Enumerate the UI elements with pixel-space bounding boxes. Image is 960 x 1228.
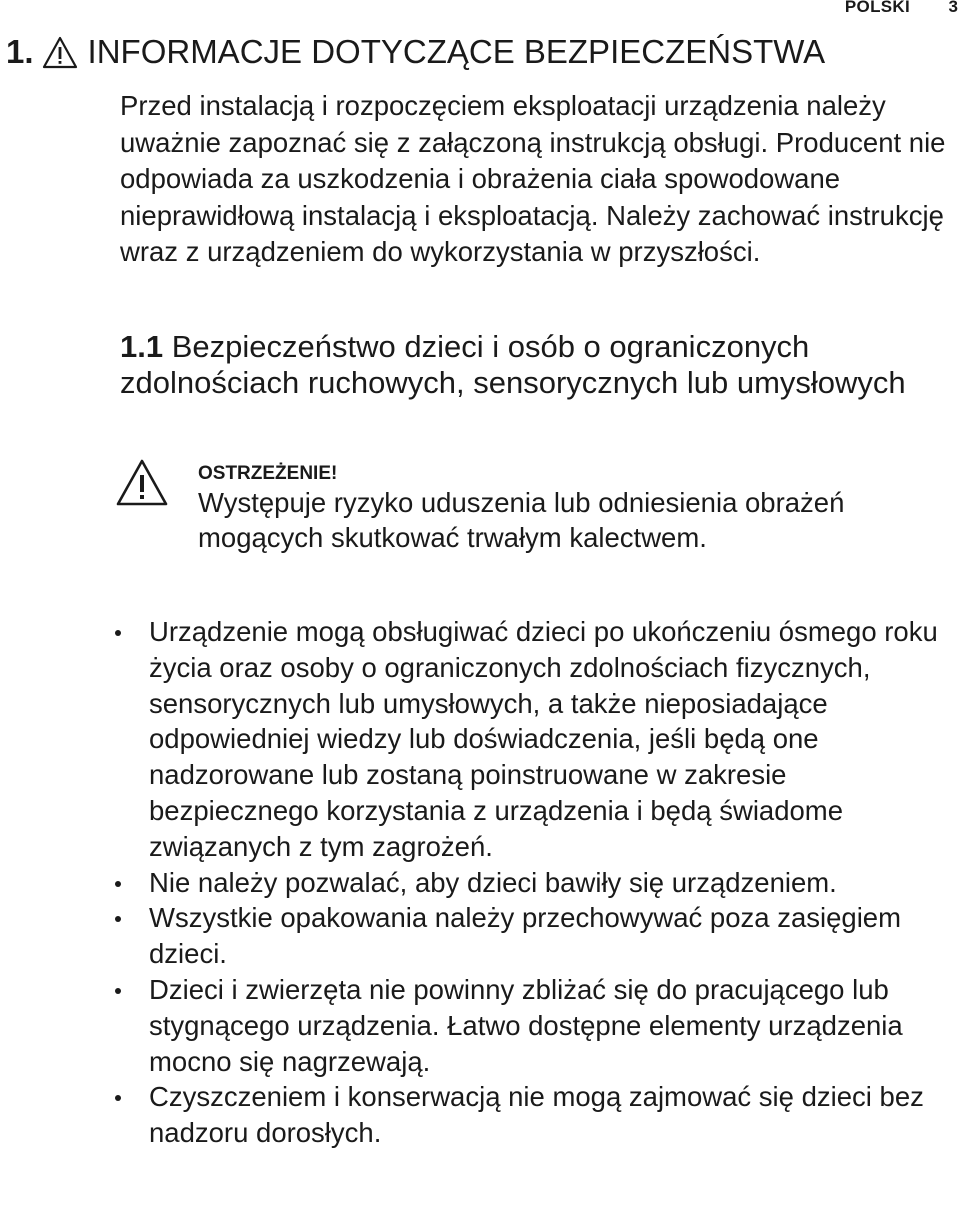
list-item-text: Dzieci i zwierzęta nie powinny zbliżać się do pracującego lub stygnącego urządzenia. Łatwo dostępne elementy urządzenia mocno się nagrzewają.: [149, 973, 903, 1077]
list-item-text: Wszystkie opakowania należy przechowywać poza zasięgiem dzieci.: [149, 902, 902, 970]
warning-text: Występuje ryzyko uduszenia lub odniesienia obrażeń mogących skutkować trwałym kalectwem.: [198, 487, 845, 553]
bullet-icon: [115, 630, 121, 636]
bullet-icon: [115, 881, 121, 887]
page-header: [0, 0, 960, 20]
subsection-title-text: Bezpieczeństwo dzieci i osób o ograniczonych zdolnościach ruchowych, sensorycznych lub umysłowych: [120, 329, 906, 400]
list-item: [115, 1079, 960, 1151]
list-item-text: Nie należy pozwalać, aby dzieci bawiły się urządzeniem.: [149, 866, 837, 898]
list-item: [115, 972, 960, 1079]
subsection-title: [120, 329, 950, 401]
list-item: [115, 865, 960, 901]
bullet-icon: [115, 1095, 121, 1101]
bullet-icon: [115, 916, 121, 922]
section-number: 1.: [6, 33, 34, 70]
warning-label: OSTRZEŻENIE!: [198, 463, 338, 484]
list-item: [115, 900, 960, 972]
safety-bullet-list: [115, 614, 960, 1151]
list-item-text: Urządzenie mogą obsługiwać dzieci po ukończeniu ósmego roku życia oraz osoby o ograniczonych zdolnościach fizycznych, sensorycznych lub umysłowych, a także nieposiadające odpowiedniej wiedzy lub doświadczenia, jeśli będą one nadzorowane lub zostaną poinstruowane w zakresie bezpiecznego korzystania z urządzenia i będą świadome związanych z tym zagrożeń.: [149, 616, 938, 862]
list-item: [115, 614, 960, 865]
language-label: POLSKI: [844, 0, 910, 16]
bullet-icon: [115, 988, 121, 994]
intro-paragraph: Przed instalacją i rozpoczęciem eksploatacji urządzenia należy uważnie zapoznać się z załączoną instrukcją obsługi. Producent nie odpowiada za uszkodzenia i obrażenia ciała spowodowane nieprawidłową instalacją i eksploatacją. Należy zachować instrukcję wraz z urządzeniem do wykorzystania w przyszłości.: [120, 90, 946, 267]
list-item-text: Czyszczeniem i konserwacją nie mogą zajmować się dzieci bez nadzoru dorosłych.: [149, 1081, 924, 1149]
section-title: [6, 30, 825, 74]
warning-triangle-icon: [42, 36, 78, 69]
warning-triangle-icon: [115, 458, 169, 508]
subsection-number: 1.1: [120, 329, 164, 364]
section-title-text: INFORMACJE DOTYCZĄCE BEZPIECZEŃSTWA: [87, 33, 826, 70]
page-number: 3: [948, 0, 958, 16]
